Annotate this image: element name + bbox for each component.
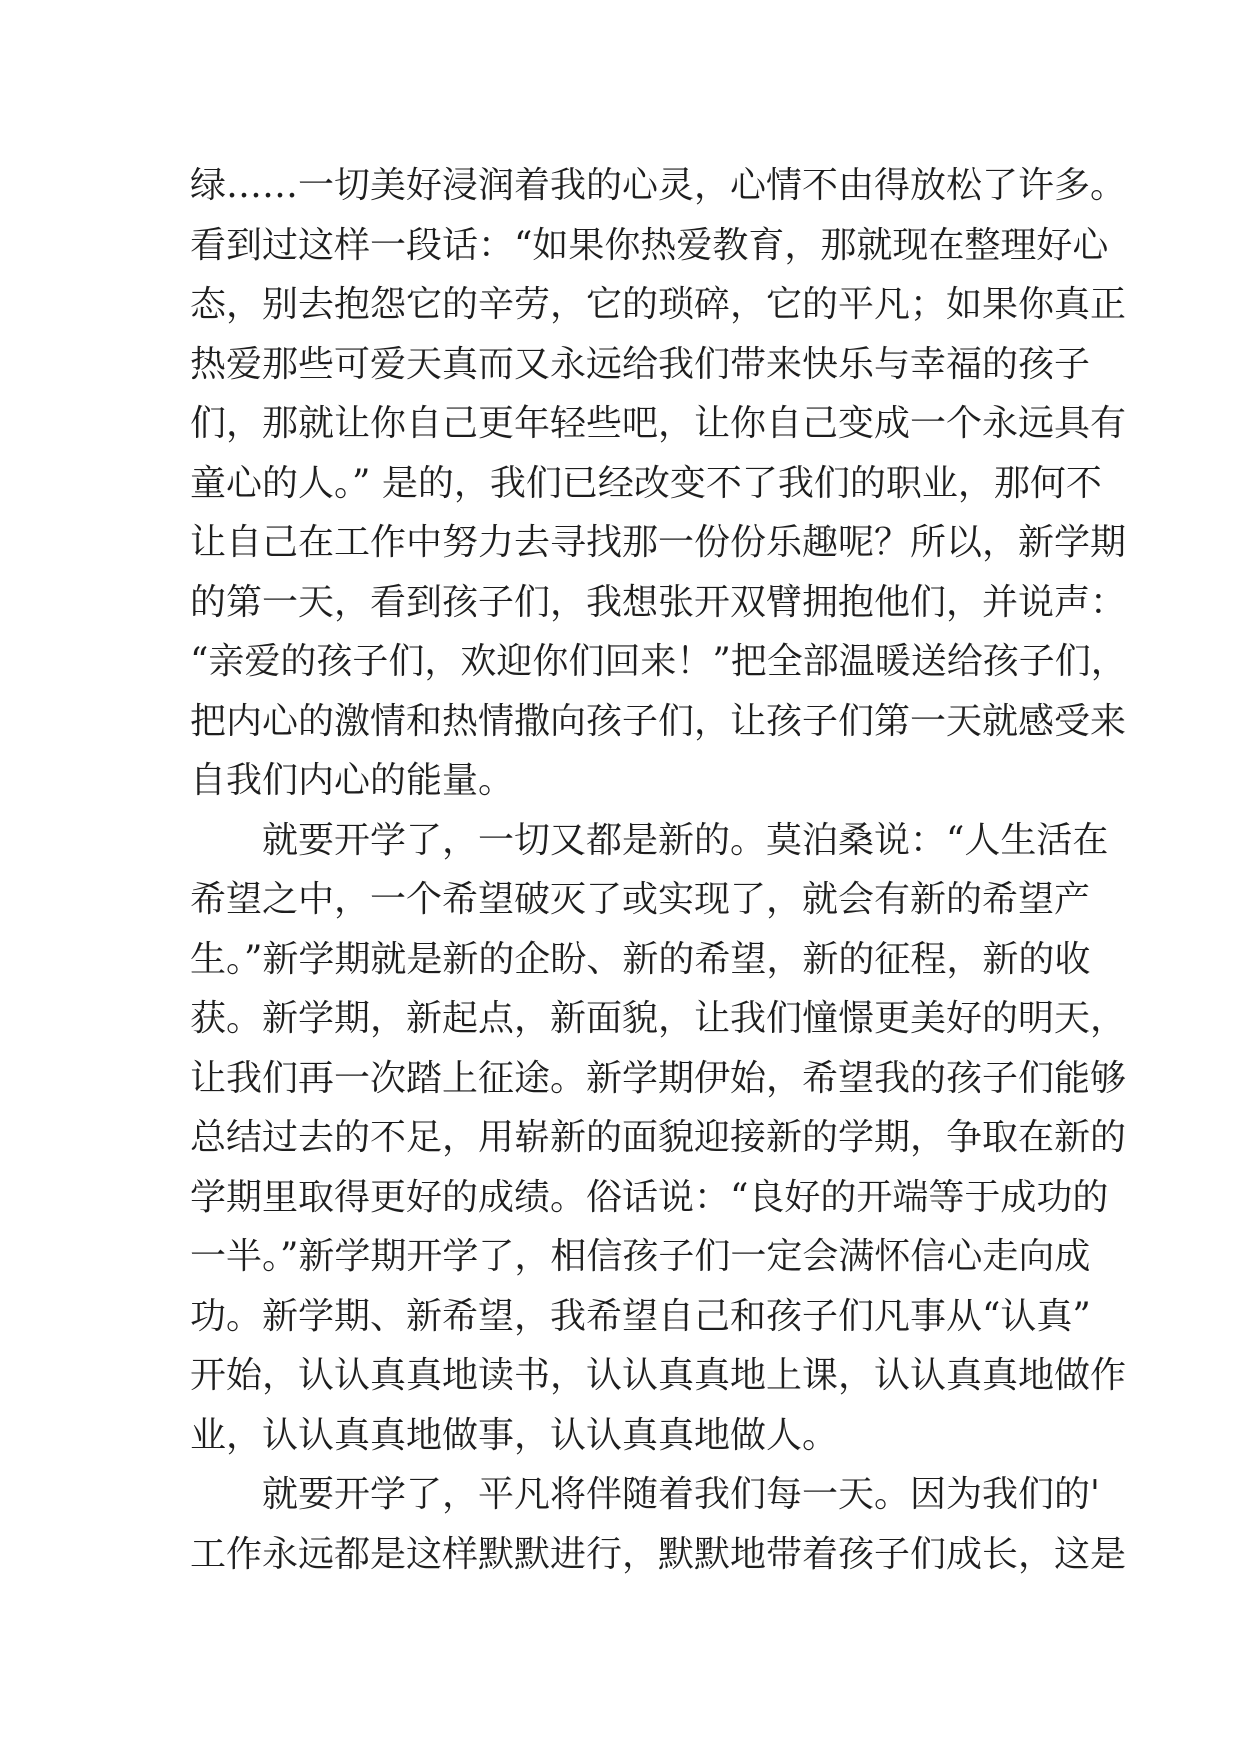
text-line: 获。新学期，新起点，新面貌，让我们憧憬更美好的明天， — [190, 998, 1127, 1039]
text-line: 的第一天，看到孩子们，我想张开双臂拥抱他们，并说声： — [190, 581, 1127, 623]
text-line: 童心的人。” 是的，我们已经改变不了我们的职业，那何不 — [190, 462, 1102, 504]
text-line: 一半。”新学期开学了，相信孩子们一定会满怀信心走向成 — [190, 1236, 1091, 1277]
text-line: 生。”新学期就是新的企盼、新的希望，新的征程，新的收 — [190, 938, 1091, 980]
text-line: 态，别去抱怨它的辛劳，它的琐碎，它的平凡；如果你真正 — [190, 284, 1127, 325]
paragraph — [190, 811, 1127, 1466]
text-line: 业，认认真真地做事，认认真真地做人。 — [190, 1414, 839, 1456]
text-line: 就要开学了，平凡将伴随着我们每一天。因为我们的' — [262, 1474, 1100, 1515]
paragraph — [190, 156, 1127, 811]
text-line: 让我们再一次踏上征途。新学期伊始，希望我的孩子们能够 — [190, 1057, 1127, 1099]
document-body — [190, 156, 1127, 1584]
text-line: “亲爱的孩子们，欢迎你们回来！”把全部温暖送给孩子们， — [190, 641, 1127, 682]
text-line: 绿……一切美好浸润着我的心灵，心情不由得放松了许多。 — [190, 165, 1127, 206]
text-line: 开始，认认真真地读书，认认真真地上课，认认真真地做作 — [190, 1355, 1127, 1396]
text-line: 就要开学了，一切又都是新的。莫泊桑说：“人生活在 — [262, 819, 1109, 861]
text-line: 把内心的激情和热情撒向孩子们，让孩子们第一天就感受来 — [190, 700, 1127, 742]
text-line: 希望之中，一个希望破灭了或实现了，就会有新的希望产 — [190, 879, 1091, 920]
text-line: 让自己在工作中努力去寻找那一份份乐趣呢？所以，新学期 — [190, 522, 1127, 563]
text-line: 学期里取得更好的成绩。俗话说：“良好的开端等于成功的 — [190, 1176, 1109, 1218]
text-line: 们，那就让你自己更年轻些吧，让你自己变成一个永远具有 — [190, 403, 1127, 444]
text-line: 功。新学期、新希望，我希望自己和孩子们凡事从“认真” — [190, 1295, 1091, 1337]
text-line: 看到过这样一段话：“如果你热爱教育，那就现在整理好心 — [190, 224, 1109, 266]
text-line: 工作永远都是这样默默进行，默默地带着孩子们成长，这是 — [190, 1533, 1127, 1575]
text-line: 热爱那些可爱天真而又永远给我们带来快乐与幸福的孩子 — [190, 343, 1091, 385]
paragraph — [190, 1465, 1127, 1584]
text-line: 自我们内心的能量。 — [190, 760, 515, 801]
text-line: 总结过去的不足，用崭新的面貌迎接新的学期，争取在新的 — [190, 1117, 1127, 1158]
